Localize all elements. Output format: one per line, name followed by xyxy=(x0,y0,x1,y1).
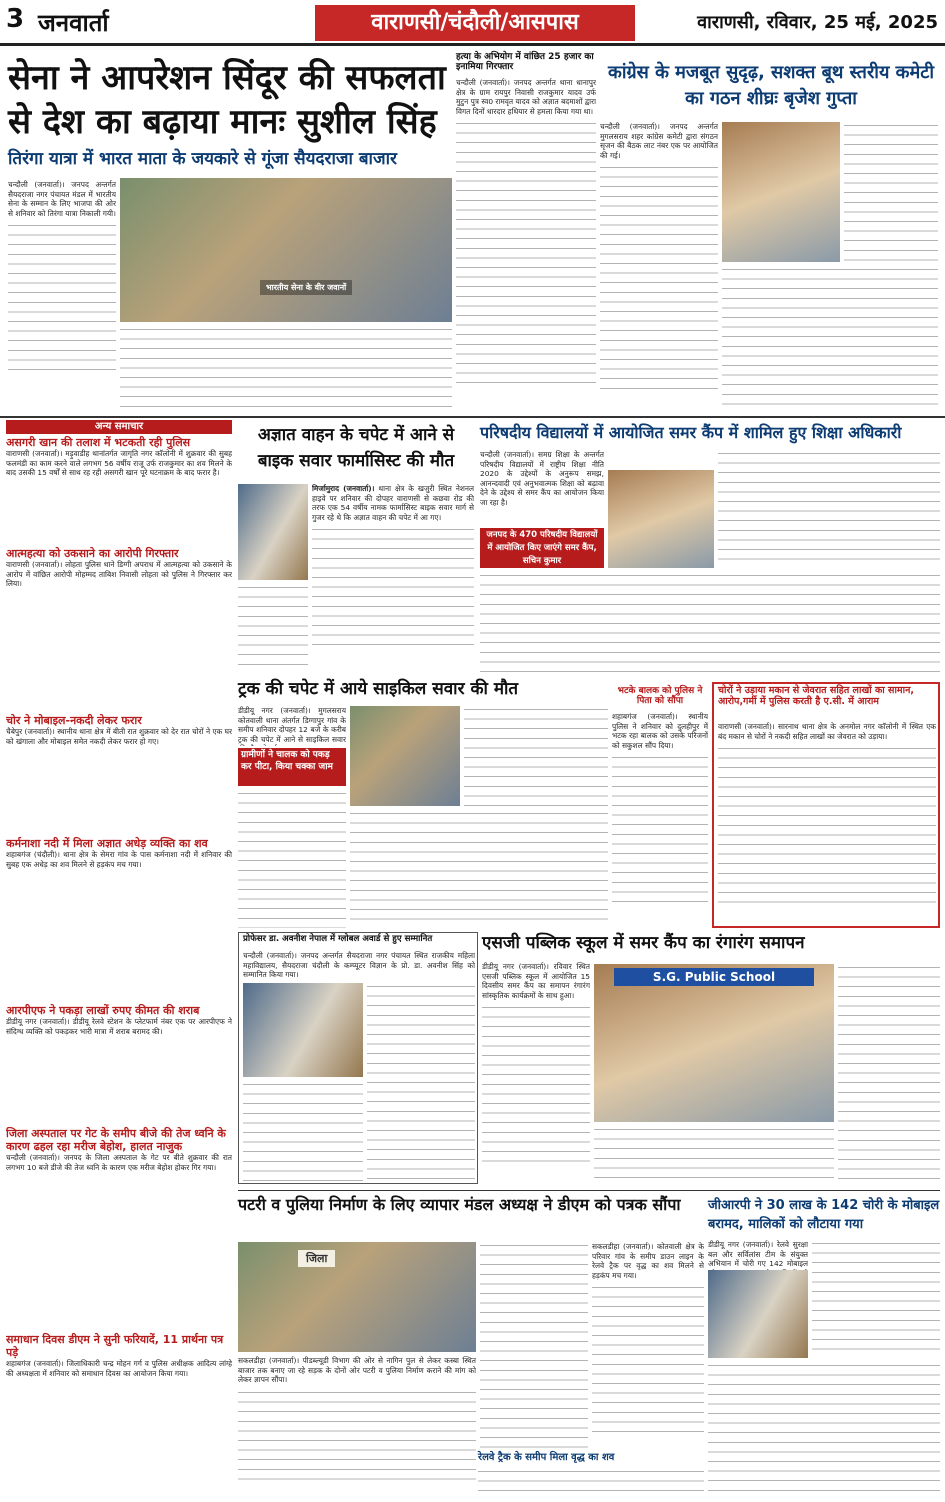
sidebar-item-title: कर्मनाशा नदी में मिला अज्ञात अधेड़ व्यक्ति का शव xyxy=(6,837,208,850)
award-photo xyxy=(243,983,363,1077)
divider xyxy=(0,416,945,418)
cycle-columns-3 xyxy=(464,706,608,810)
sidebar-item-title: असगरी खान की तलाश में भटकती रही पुलिस xyxy=(6,436,191,449)
murder-headline: हत्या के अभियोग में वांछित 25 हजार का इनामिया गिरफ्तार xyxy=(456,52,594,73)
child-body: शहाबगंज (जनवार्ता)। स्थानीय पुलिस ने शनिवार को दुलहीपुर में भटक रहा बालक को उसके परिजनों को सकुशल सौंप दिया। xyxy=(612,712,708,928)
sidebar-item-body: चैबेपुर (जनवार्ता)। स्थानीय थाना क्षेत्र में बीती रात शुक्रवार को देर रात चोरों ने एक घर को खंगाला और मोबाइल समेत नकदी लेकर फरार हो गए। xyxy=(6,727,232,746)
bike-photo xyxy=(238,484,308,580)
grp-body: डीडीयू नगर (जनवार्ता)। रेलवे सुरक्षा बल और सर्विलांस टीम के संयुक्त अभियान में चोरी गए 142 मोबाइल xyxy=(708,1240,808,1269)
theft-headline: चोरों ने उड़ाया मकान से जेवरात सहित लाखों का सामान, आरोप,गर्मी में पुलिस करती है ए.सी. में आराम xyxy=(718,685,914,707)
grp-headline: जीआरपी ने 30 लाख के 142 चोरी के मोबाइल बरामद, मालिकों को लौटाया गया xyxy=(708,1198,940,1232)
school-body: डीडीयू नगर (जनवार्ता)। रविवार स्थित एसजी पब्लिक स्कूल में आयोजित 15 दिवसीय समर कैंप का समापन रंगारंग सांस्कृतिक कार्यक्रमों के साथ हुआ। xyxy=(482,962,590,1184)
paper-name: जनवार्ता xyxy=(38,9,109,37)
sidebar-item-title: समाधान दिवस डीएम ने सुनी फरियादें, 11 प्रार्थना पत्र पड़े xyxy=(6,1333,224,1359)
award-box xyxy=(238,932,478,1184)
elderly-headline: रेलवे ट्रैक के समीप मिला वृद्ध का शव xyxy=(478,1452,615,1463)
lead-photo xyxy=(120,178,452,322)
text-lines xyxy=(482,1004,590,1164)
camp-highlight: जनपद के 470 परिषदीय विद्यालयों में आयोजित किए जाएंगे समर कैंप, सचिन कुमार xyxy=(480,528,604,568)
text-lines xyxy=(312,526,474,646)
sidebar-item xyxy=(6,547,232,714)
child-headline: भटके बालक को पुलिस ने पिता को सौंपा xyxy=(617,686,703,707)
school-banner: S.G. Public School xyxy=(614,968,814,986)
sidebar-item-title: जिला अस्पताल पर गेट के समीप बीजे की तेज ध्वनि के कारण ढहल रहा मरीज बेहोश, हालत नाजुक xyxy=(6,1127,226,1153)
congress-body: चन्दौली (जनवार्ता)। जनपद अन्तर्गत मुगलसराय शहर कांग्रेस कमेटी द्वारा संगठन सृजन की बैठक लाट नंबर एक पर आयोजित की गई। xyxy=(600,122,718,412)
camp-body: चन्दौली (जनवार्ता)। समग्र शिक्षा के अन्तर्गत परिषदीय विद्यालयों में राष्ट्रीय शिक्षा नीति 2020 के उद्देश्यों के अनुरूप समझ, आनन्दवादी एवं अनुभवात्मक शिक्षा को बढ़ावा देने के उद्देश्य से समर कैंप का आयोजन किया जा रहा है। xyxy=(480,450,604,507)
theft-box xyxy=(712,682,940,928)
sidebar-item-body: चन्दौली (जनवार्ता)। जनपद के जिला अस्पताल के गेट पर बीते शुक्रवार की रात लगभग 10 बजे डीजे की तेज ध्वनि के कारण एक मरीज बेहोश होकर गिर गया। xyxy=(6,1153,232,1172)
congress-headline: कांग्रेस के मजबूत सुदृढ़, सशक्त बूथ स्तरीय कमेटी का गठन शीघ्रः बृजेश गुप्ता xyxy=(608,62,934,109)
cycle-columns-2 xyxy=(350,810,608,928)
cycle-callout: ग्रामीणों ने चालक को पकड़ कर पीटा, किया चक्का जाम xyxy=(238,748,346,786)
cycle-photo xyxy=(350,706,460,806)
elderly-columns xyxy=(478,1468,704,1498)
sidebar-item-title: आरपीएफ ने पकड़ा लाखों रुपए कीमत की शराब xyxy=(6,1004,200,1017)
sidebar-item-body: डीडीयू नगर (जनवार्ता)। डीडीयू रेलवे स्टेशन के प्लेटफार्म नंबर एक पर आरपीएफ ने संदिग्ध व्यक्ति को पकड़कर भारी मात्रा में शराब बरामद की। xyxy=(6,1017,232,1036)
theft-body: वाराणसी (जनवार्ता)। सारनाथ थाना क्षेत्र के अनमोल नगर कॉलोनी में स्थित एक बंद मकान से चोरों ने नकदी सहित लाखों का जेवरात को उड़ाया। xyxy=(718,722,936,924)
sidebar-item xyxy=(6,837,232,1004)
section-banner: वाराणसी/चंदौली/आसपास xyxy=(315,5,635,41)
sidebar-item-body: शहाबगंज (जनवार्ता)। जिलाधिकारी चन्द्र मोहन गर्ग व पुलिस अधीक्षक आदित्य लांग्हे की अध्यक्षता में शनिवार को समाधान दिवस का आयोजन किया गया। xyxy=(6,1359,232,1378)
lead-subhead: तिरंगा यात्रा में भारत माता के जयकारे से गूंजा सैयदराजा बाजार xyxy=(8,149,397,169)
award-columns xyxy=(367,983,475,1181)
trader-photo-sign: जिला xyxy=(298,1250,335,1267)
award-columns-2 xyxy=(243,1081,363,1181)
sidebar-item-body: वाराणसी (जनवार्ता)। मड़ुवाडीह थानांतर्गत जागृति नगर कॉलोनी में शुक्रवार की सुबह फलमंडी का काम करने वाले लगभग 56 वर्षीय राजू उर्फ राजकुमार का शव मिलने के बाद उसकी 15 वर्षों से साथ रह रही असगरी खान पूरे घटनाक्रम के बाद फरार है। xyxy=(6,449,232,478)
cycle-columns xyxy=(238,790,346,928)
sidebar-item xyxy=(6,714,232,837)
trader-columns xyxy=(480,1242,588,1448)
congress-columns xyxy=(722,266,938,412)
murder-body: चन्दौली (जनवार्ता)। जनपद अन्तर्गत थाना धानापुर क्षेत्र के ग्राम रायपुर निवासी राजकुमार यादव उर्फ मुटुन पुत्र स्व0 रामवृत यादव को अज्ञात बदमाशों द्वारा विगत दिनों धारदार हथियार से हमला किया गया था। xyxy=(456,78,596,412)
lead-headline: सेना ने आपरेशन सिंदूर की सफलता से देश का बढ़ाया मानः सुशील सिंह xyxy=(8,58,446,142)
photo-banner-text: भारतीय सेना के वीर जवानों xyxy=(260,280,352,295)
text-lines xyxy=(456,120,596,390)
masthead xyxy=(0,0,945,46)
bike-headline: अज्ञात वाहन के चपेट में आने से बाइक सवार फार्मासिस्ट की मौत xyxy=(257,425,455,471)
grp-photo xyxy=(708,1270,808,1358)
elderly-body: सकलडीहा (जनवार्ता)। कोतवाली क्षेत्र के परिवार गांव के समीप डाउन लाइन के रेलवे ट्रैक पर वृद्ध का शव मिलने से हड़कंप मच गया। xyxy=(592,1242,704,1446)
school-columns xyxy=(594,1126,834,1184)
award-headline: प्रोफेसर डा. अवनीश नेपाल में ग्लोबल अवार्ड से हुए सम्मानित xyxy=(243,934,433,944)
sidebar-news xyxy=(6,436,232,1498)
sidebar-label: अन्य समाचार xyxy=(6,420,232,434)
lead-columns xyxy=(120,326,452,410)
trader-body: सकलडीहा (जनवार्ता)। पीडब्ल्यूडी विभाग की ओर से नागिन पुल से लेकर कस्बा स्थित बाजार तक बनाए जा रहे सड़क के दोनों ओर पटरी व पुलिया निर्माण कराने की मांग को लेकर ज्ञापन सौंपा। xyxy=(238,1356,476,1496)
issue-date: वाराणसी, रविवार, 25 मई, 2025 xyxy=(697,12,938,33)
bike-dateline: मिर्जामुराद (जनवार्ता)। xyxy=(312,484,375,493)
bike-body: मिर्जामुराद (जनवार्ता)। थाना क्षेत्र के खजुरी स्थित नेशनल हाइवे पर शनिवार की दोपहर वाराणसी से कछवा रोड की तरफ एक 54 वर्षीय नामक फार्मासिस्ट बाइक सवार मार्ग से गुजर रहे थे कि अज्ञात वाहन की चपेट में आ गए। xyxy=(312,484,474,670)
trader-headline: पटरी व पुलिया निर्माण के लिए व्यापार मंडल अध्यक्ष ने डीएम को पत्रक सौंपा xyxy=(238,1195,681,1214)
sidebar-item xyxy=(6,436,232,547)
camp-columns-2 xyxy=(718,450,940,568)
sidebar-item-title: चोर ने मोबाइल-नकदी लेकर फरार xyxy=(6,714,142,727)
cycle-headline: ट्रक की चपेट में आये साइकिल सवार की मौत xyxy=(238,679,519,699)
trader-photo xyxy=(238,1242,476,1352)
congress-names xyxy=(844,122,938,262)
school-headline: एसजी पब्लिक स्कूल में समर कैंप का रंगारंग समापन xyxy=(482,933,805,953)
bike-columns xyxy=(238,584,308,670)
text-lines xyxy=(718,745,936,905)
award-body: चन्दौली (जनवार्ता)। जनपद अन्तर्गत सैयदराजा नगर पंचायत स्थित राजकीय महिला महाविद्यालय, सैयदराजा चंदौली के कम्प्यूटर विज्ञान के प्रो. डा. अवनीश सिंह को सम्मानित किया गया। xyxy=(243,951,475,980)
text-lines xyxy=(8,222,116,372)
grp-columns xyxy=(812,1240,940,1358)
lead-body: चन्दौली (जनवार्ता)। जनपद अन्तर्गत सैयदराजा नगर पंचायत मंडल में भारतीय सेना के सम्मान के लिए भाजपा की ओर से शनिवार को तिरंगा यात्रा निकाली गयी। xyxy=(8,180,116,410)
school-photo xyxy=(594,964,834,1122)
sidebar-item xyxy=(6,1333,232,1498)
text-lines xyxy=(600,164,718,396)
text-lines xyxy=(238,1389,476,1485)
sidebar-item xyxy=(6,1004,232,1127)
text-lines xyxy=(592,1284,704,1434)
divider xyxy=(238,1190,940,1191)
page-number: 3 xyxy=(6,4,25,34)
camp-headline: परिषदीय विद्यालयों में आयोजित समर कैंप में शामिल हुए शिक्षा अधिकारी xyxy=(480,423,902,442)
camp-columns xyxy=(480,572,940,672)
cycle-body: डीडीयू नगर (जनवार्ता)। मुगलसराय कोतवाली थाना अंतर्गत डिग्गापुर गांव के समीप शनिवार दोपहर 12 बजे के करीब ट्रक की चपेट में आने से साइकिल सवार xyxy=(238,706,346,744)
sidebar-item xyxy=(6,1127,232,1333)
school-columns-2 xyxy=(838,964,940,1184)
sidebar-item-body: शहाबगंज (चंदौली)। थाना क्षेत्र के सेमरा गांव के पास कर्मनाशा नदी में शनिवार की सुबह एक अधेड़ का शव मिलने से हड़कंप मच गया। xyxy=(6,850,232,869)
camp-photo xyxy=(608,470,714,568)
grp-columns-2 xyxy=(708,1362,940,1498)
congress-photo xyxy=(722,122,840,262)
sidebar-item-title: आत्महत्या को उकसाने का आरोपी गिरफ्तार xyxy=(6,547,179,560)
sidebar-item-body: वाराणसी (जनवार्ता)। लोहता पुलिस थाने डिग्गी अपराध में आत्महत्या को उकसाने के आरोप में वांछित आरोपी मोहम्मद ताबिश निवासी लोहता को पुलिस ने गिरफ्तार कर लिया। xyxy=(6,560,232,589)
text-lines xyxy=(612,754,708,904)
